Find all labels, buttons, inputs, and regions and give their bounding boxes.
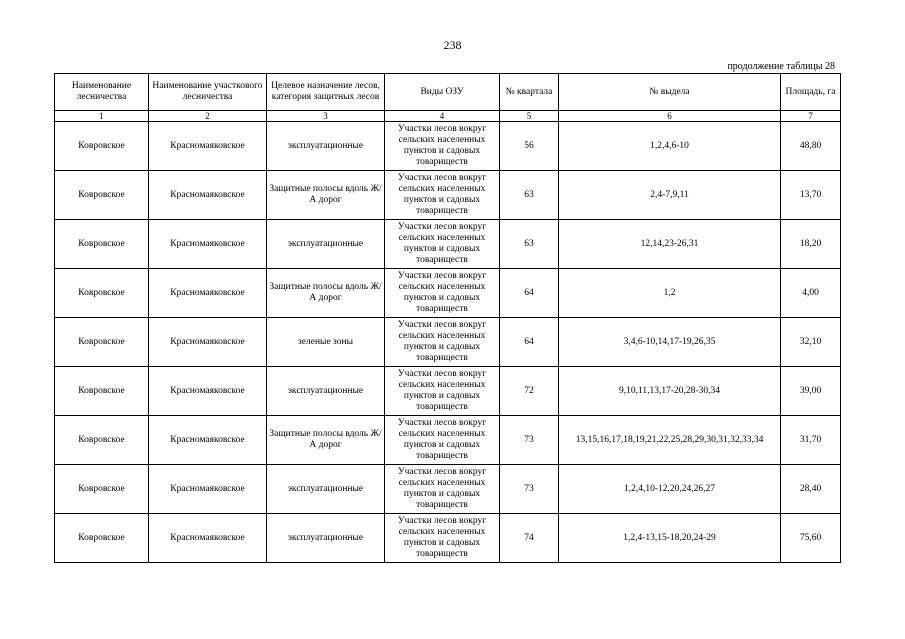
cell-district-forestry: Красномаяковское bbox=[149, 171, 267, 220]
cell-district-forestry: Красномаяковское bbox=[149, 416, 267, 465]
column-number: 7 bbox=[781, 111, 841, 122]
cell-area: 4,00 bbox=[781, 269, 841, 318]
cell-forestry: Ковровское bbox=[55, 465, 149, 514]
cell-district-forestry: Красномаяковское bbox=[149, 465, 267, 514]
cell-allotments: 1,2,4,6-10 bbox=[559, 122, 781, 171]
cell-ozu-type: Участки лесов вокруг сельских населенных пунктов и садовых товариществ bbox=[385, 171, 500, 220]
cell-area: 18,20 bbox=[781, 220, 841, 269]
cell-ozu-type: Участки лесов вокруг сельских населенных пунктов и садовых товариществ bbox=[385, 122, 500, 171]
cell-area: 75,60 bbox=[781, 514, 841, 563]
table-row bbox=[55, 367, 841, 416]
cell-quarter: 56 bbox=[500, 122, 559, 171]
table-body bbox=[55, 122, 841, 563]
cell-district-forestry: Красномаяковское bbox=[149, 318, 267, 367]
cell-quarter: 64 bbox=[500, 318, 559, 367]
cell-area: 32,10 bbox=[781, 318, 841, 367]
cell-purpose: эксплуатационные bbox=[267, 465, 385, 514]
column-number: 5 bbox=[500, 111, 559, 122]
header-area: Площадь, га bbox=[781, 74, 841, 111]
cell-ozu-type: Участки лесов вокруг сельских населенных пунктов и садовых товариществ bbox=[385, 367, 500, 416]
table-continuation-note: продолжение таблицы 28 bbox=[727, 61, 835, 72]
cell-allotments: 1,2,4,10-12,20,24,26,27 bbox=[559, 465, 781, 514]
cell-quarter: 73 bbox=[500, 465, 559, 514]
column-number: 3 bbox=[267, 111, 385, 122]
cell-forestry: Ковровское bbox=[55, 416, 149, 465]
cell-area: 39,00 bbox=[781, 367, 841, 416]
cell-purpose: Защитные полосы вдоль Ж/А дорог bbox=[267, 269, 385, 318]
page-number: 238 bbox=[443, 38, 462, 52]
cell-allotments: 3,4,6-10,14,17-19,26,35 bbox=[559, 318, 781, 367]
cell-district-forestry: Красномаяковское bbox=[149, 220, 267, 269]
cell-allotments: 12,14,23-26,31 bbox=[559, 220, 781, 269]
column-number: 1 bbox=[55, 111, 149, 122]
cell-ozu-type: Участки лесов вокруг сельских населенных пунктов и садовых товариществ bbox=[385, 465, 500, 514]
cell-district-forestry: Красномаяковское bbox=[149, 269, 267, 318]
table-row bbox=[55, 220, 841, 269]
cell-district-forestry: Красномаяковское bbox=[149, 122, 267, 171]
cell-area: 31,70 bbox=[781, 416, 841, 465]
cell-allotments: 13,15,16,17,18,19,21,22,25,28,29,30,31,32,33,34 bbox=[559, 416, 781, 465]
cell-quarter: 63 bbox=[500, 171, 559, 220]
forest-plots-table bbox=[54, 73, 841, 563]
cell-allotments: 9,10,11,13,17-20,28-30,34 bbox=[559, 367, 781, 416]
column-number-row bbox=[55, 111, 841, 122]
header-district-forestry: Наименование участкового лесничества bbox=[149, 74, 267, 111]
cell-purpose: эксплуатационные bbox=[267, 122, 385, 171]
header-ozu-type: Виды ОЗУ bbox=[385, 74, 500, 111]
cell-quarter: 63 bbox=[500, 220, 559, 269]
cell-forestry: Ковровское bbox=[55, 318, 149, 367]
table-header-row bbox=[55, 74, 841, 111]
table-row bbox=[55, 514, 841, 563]
table-row bbox=[55, 269, 841, 318]
cell-ozu-type: Участки лесов вокруг сельских населенных пунктов и садовых товариществ bbox=[385, 514, 500, 563]
cell-ozu-type: Участки лесов вокруг сельских населенных пунктов и садовых товариществ bbox=[385, 318, 500, 367]
cell-ozu-type: Участки лесов вокруг сельских населенных пунктов и садовых товариществ bbox=[385, 416, 500, 465]
cell-purpose: эксплуатационные bbox=[267, 220, 385, 269]
cell-allotments: 1,2 bbox=[559, 269, 781, 318]
cell-forestry: Ковровское bbox=[55, 220, 149, 269]
cell-allotments: 1,2,4-13,15-18,20,24-29 bbox=[559, 514, 781, 563]
cell-quarter: 73 bbox=[500, 416, 559, 465]
cell-purpose: Защитные полосы вдоль Ж/А дорог bbox=[267, 171, 385, 220]
cell-purpose: зеленые зоны bbox=[267, 318, 385, 367]
table-row bbox=[55, 465, 841, 514]
table-row bbox=[55, 416, 841, 465]
column-number: 4 bbox=[385, 111, 500, 122]
cell-quarter: 72 bbox=[500, 367, 559, 416]
cell-forestry: Ковровское bbox=[55, 514, 149, 563]
cell-forestry: Ковровское bbox=[55, 367, 149, 416]
cell-area: 13,70 bbox=[781, 171, 841, 220]
cell-purpose: эксплуатационные bbox=[267, 367, 385, 416]
cell-allotments: 2,4-7,9,11 bbox=[559, 171, 781, 220]
cell-ozu-type: Участки лесов вокруг сельских населенных пунктов и садовых товариществ bbox=[385, 269, 500, 318]
cell-district-forestry: Красномаяковское bbox=[149, 514, 267, 563]
column-number: 2 bbox=[149, 111, 267, 122]
table-row bbox=[55, 171, 841, 220]
table-row bbox=[55, 122, 841, 171]
cell-quarter: 74 bbox=[500, 514, 559, 563]
cell-area: 28,40 bbox=[781, 465, 841, 514]
column-number: 6 bbox=[559, 111, 781, 122]
table-row bbox=[55, 318, 841, 367]
header-forestry: Наименование лесничества bbox=[55, 74, 149, 111]
cell-forestry: Ковровское bbox=[55, 122, 149, 171]
cell-forestry: Ковровское bbox=[55, 269, 149, 318]
cell-purpose: эксплуатационные bbox=[267, 514, 385, 563]
cell-forestry: Ковровское bbox=[55, 171, 149, 220]
cell-area: 48,80 bbox=[781, 122, 841, 171]
header-allotment-number: № выдела bbox=[559, 74, 781, 111]
cell-district-forestry: Красномаяковское bbox=[149, 367, 267, 416]
cell-quarter: 64 bbox=[500, 269, 559, 318]
cell-ozu-type: Участки лесов вокруг сельских населенных пунктов и садовых товариществ bbox=[385, 220, 500, 269]
header-quarter-number: № квартала bbox=[500, 74, 559, 111]
header-purpose: Целевое назначение лесов, категория защитных лесов bbox=[267, 74, 385, 111]
cell-purpose: Защитные полосы вдоль Ж/А дорог bbox=[267, 416, 385, 465]
